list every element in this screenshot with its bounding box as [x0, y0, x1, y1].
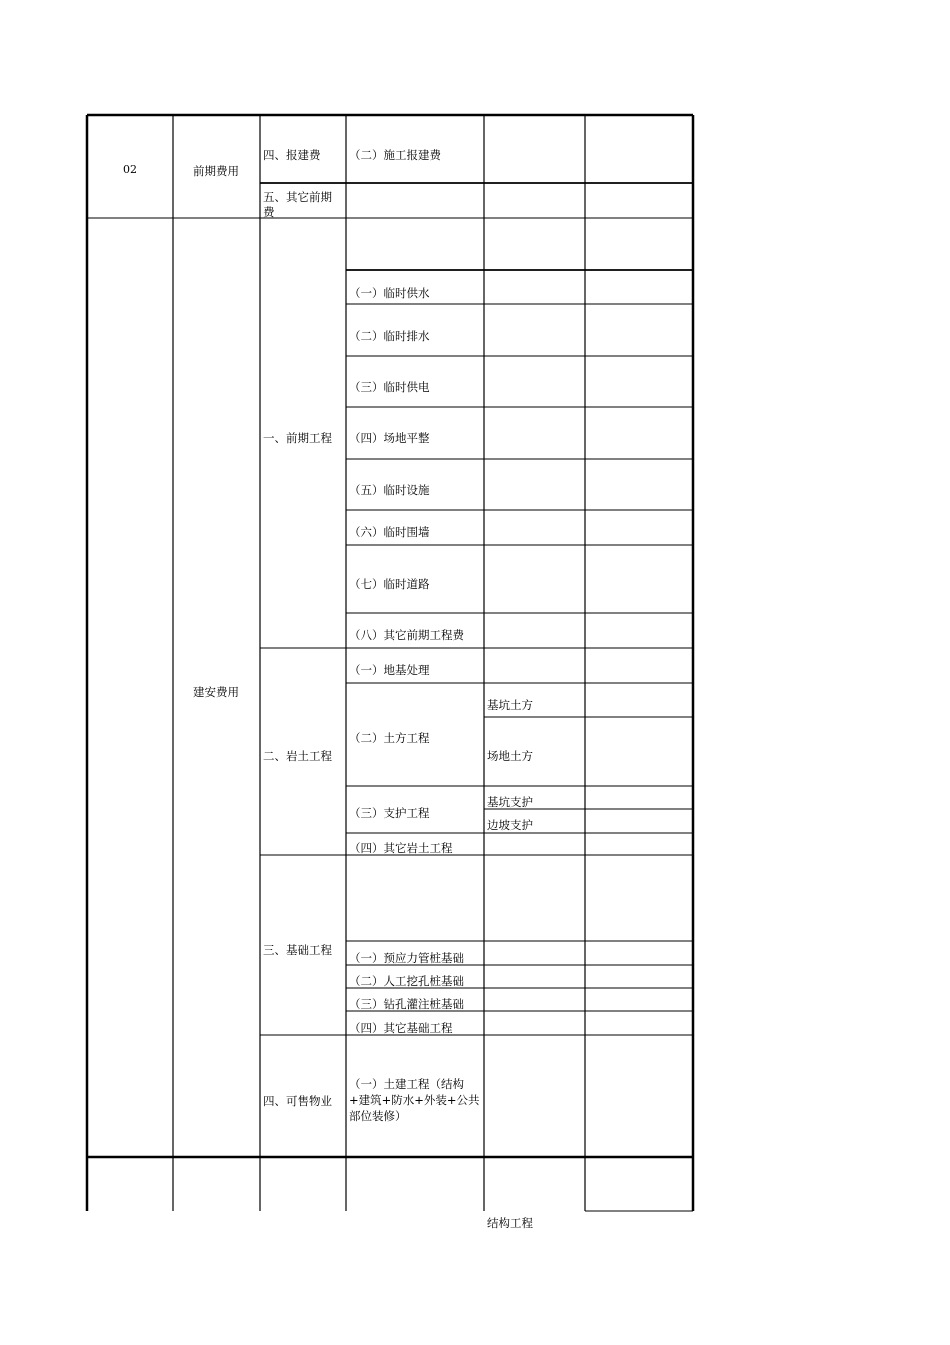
row-code: 02	[123, 163, 137, 176]
sub-other-prelim-works: （八）其它前期工程费	[349, 628, 464, 642]
sub-site-leveling: （四）场地平整	[349, 431, 430, 445]
category-prelim-fees: 前期费用	[193, 164, 239, 178]
sub-temp-facilities: （五）临时设施	[349, 483, 430, 497]
item-saleable-property: 四、可售物业	[263, 1094, 332, 1108]
item-other-prelim-fee: 五、其它前期费	[263, 190, 332, 219]
detail-structural-works: 结构工程	[487, 1216, 533, 1230]
sub-construction-permit-fee: （二）施工报建费	[349, 148, 441, 162]
sub-temp-water-supply: （一）临时供水	[349, 286, 430, 300]
sub-earthworks: （二）土方工程	[349, 731, 430, 745]
sub-temp-road: （七）临时道路	[349, 577, 430, 591]
sub-prestressed-pile: （一）预应力管桩基础	[349, 951, 464, 965]
sub-temp-drainage: （二）临时排水	[349, 329, 430, 343]
sub-civil-works: （一）土建工程（结构+建筑+防水+外装+公共部位装修）	[349, 1077, 480, 1123]
sub-support-works: （三）支护工程	[349, 806, 430, 820]
detail-pit-support: 基坑支护	[487, 795, 533, 809]
sub-other-foundation: （四）其它基础工程	[349, 1021, 453, 1035]
sub-ground-treatment: （一）地基处理	[349, 663, 430, 677]
item-prelim-works: 一、前期工程	[263, 431, 332, 445]
sub-cast-in-place-pile: （三）钻孔灌注桩基础	[349, 997, 464, 1011]
item-geotech-works: 二、岩土工程	[263, 749, 332, 763]
sub-other-geotech: （四）其它岩土工程	[349, 841, 453, 855]
sub-temp-fence: （六）临时围墙	[349, 525, 430, 539]
item-foundation-works: 三、基础工程	[263, 943, 332, 957]
item-permit-fee: 四、报建费	[263, 148, 321, 162]
category-construction-fees: 建安费用	[193, 685, 239, 699]
sub-temp-power: （三）临时供电	[349, 380, 430, 394]
detail-slope-support: 边坡支护	[487, 818, 533, 832]
detail-pit-earthwork: 基坑土方	[487, 698, 533, 712]
sub-manual-bored-pile: （二）人工挖孔桩基础	[349, 974, 464, 988]
detail-site-earthwork: 场地土方	[487, 749, 533, 763]
